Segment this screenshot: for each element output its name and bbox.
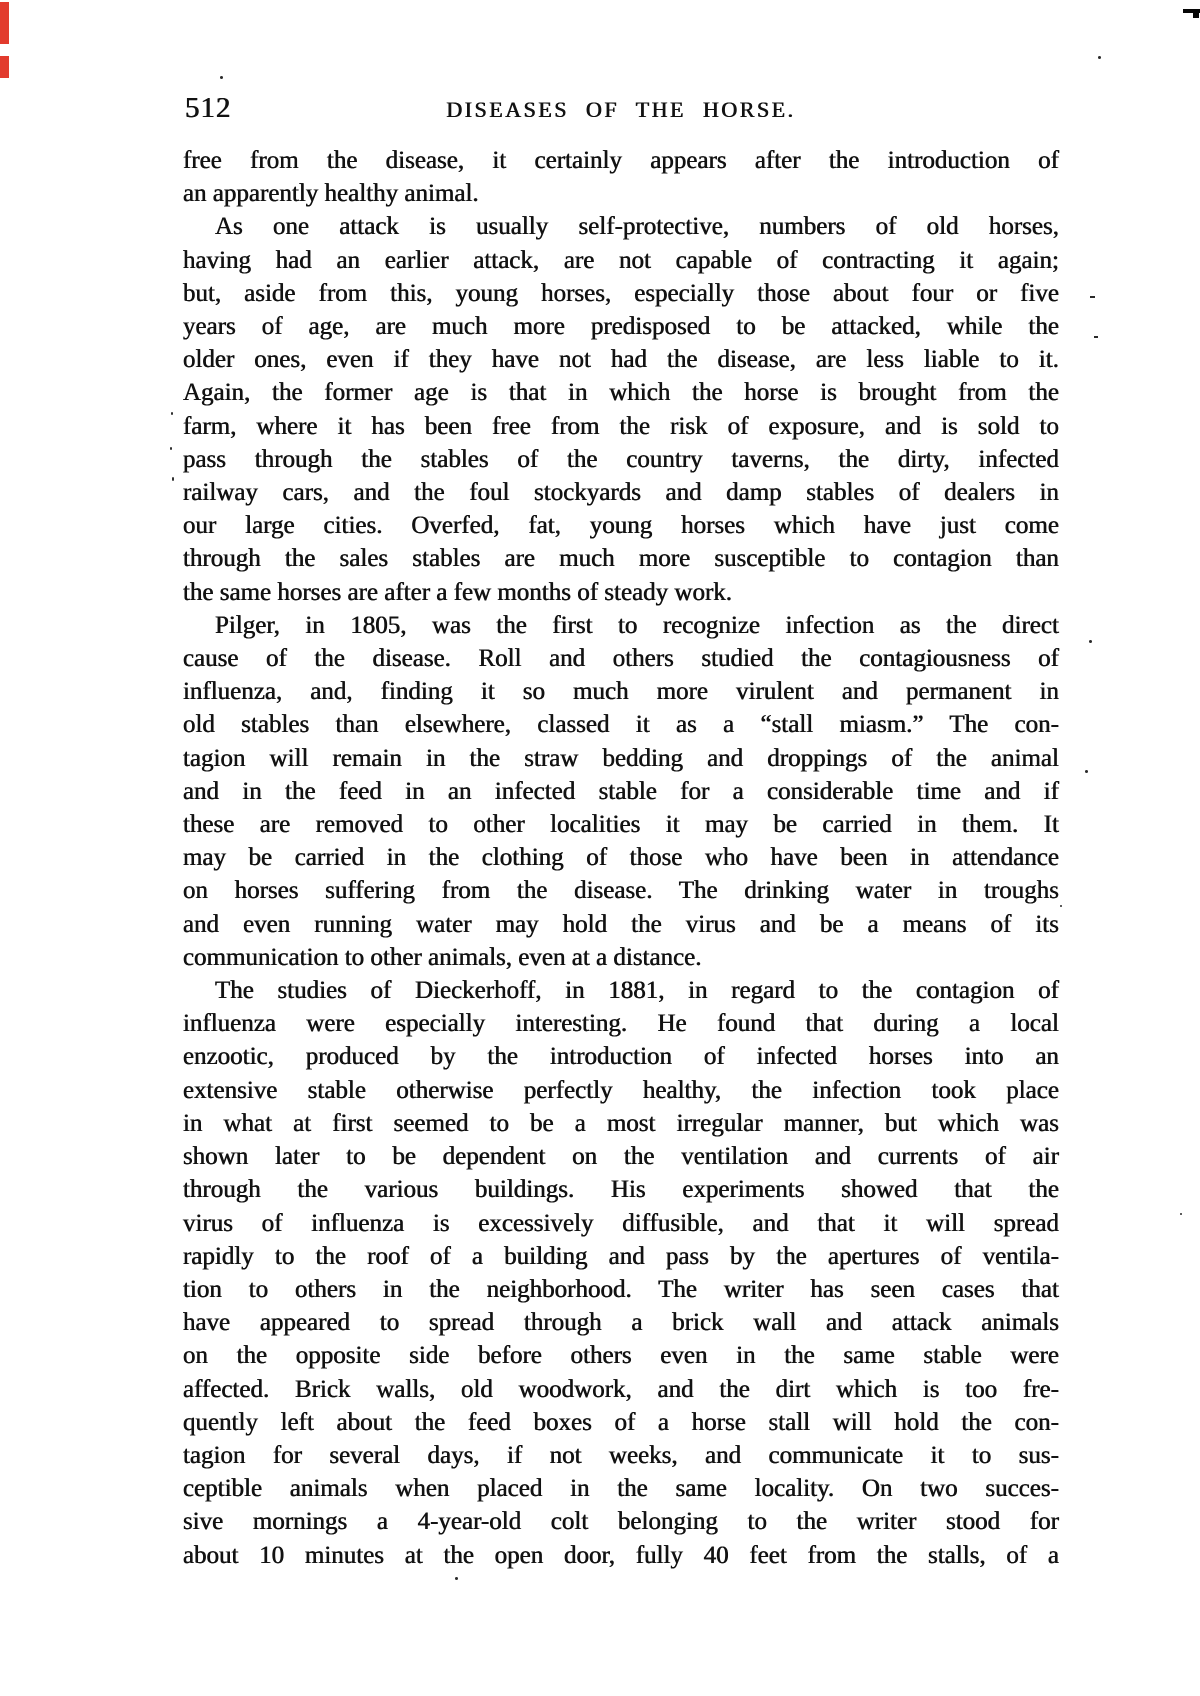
text-line: sive mornings a 4-year-old colt belonging to the writer stood for [183,1508,1059,1536]
text-line: having had an earlier attack, are not capable of contracting it again; [183,246,1059,274]
text-line: Again, the former age is that in which the horse is brought from the [183,379,1059,407]
text-line: older ones, even if they have not had the disease, are less liable to it. [183,346,1059,374]
text-line: influenza were especially interesting. He found that during a local [183,1010,1059,1038]
ink-speck [1180,1213,1182,1215]
text-line: ceptible animals when placed in the same locality. On two succes- [183,1475,1059,1503]
text-line: quently left about the feed boxes of a horse stall will hold the con- [183,1408,1059,1436]
text-line: may be carried in the clothing of those who have been in attendance [183,844,1059,872]
text-line: on the opposite side before others even in the same stable were [183,1342,1059,1370]
text-line: The studies of Dieckerhoff, in 1881, in regard to the contagion of [215,977,1059,1005]
text-line: pass through the stables of the country taverns, the dirty, infected [183,445,1059,473]
text-line: free from the disease, it certainly appears after the introduction of [183,147,1059,174]
ink-speck [170,447,172,450]
text-line: and even running water may hold the virus and be a means of its [183,910,1059,938]
text-line: have appeared to spread through a brick wall and attack animals [183,1309,1059,1337]
corner-ink-mark [1183,9,1200,13]
body-text [183,144,1059,1572]
text-line: but, aside from this, young horses, especially those about four or five [183,279,1059,307]
ink-speck [455,1577,458,1580]
ink-speck [1089,640,1092,643]
text-line: cause of the disease. Roll and others studied the contagiousness of [183,645,1059,673]
page-number: 512 [185,92,232,124]
ink-speck [1094,336,1098,338]
scanner-edge-mark-bottom [0,56,9,78]
text-line: an apparently healthy animal. [183,180,479,208]
text-line: and in the feed in an infected stable for a considerable time and if [183,777,1059,805]
text-line: tagion will remain in the straw bedding and droppings of the animal [183,744,1059,772]
text-line: old stables than elsewhere, classed it as a “stall miasm.” The con- [183,711,1059,739]
text-line: virus of influenza is excessively diffusible, and that it will spread [183,1209,1059,1237]
scanner-edge-mark-top [0,2,9,44]
text-line: these are removed to other localities it may be carried in them. It [183,811,1059,839]
ink-speck [220,76,223,79]
text-line: affected. Brick walls, old woodwork, and the dirt which is too fre- [183,1375,1059,1403]
ink-speck [1085,770,1088,773]
ink-speck [171,412,173,415]
ink-speck [172,477,174,481]
text-line: tion to others in the neighborhood. The writer has seen cases that [183,1275,1059,1303]
text-line: years of age, are much more predisposed to be attacked, while the [183,313,1059,341]
text-line: rapidly to the roof of a building and pass by the apertures of ventila- [183,1242,1059,1270]
text-line: communication to other animals, even at a distance. [183,943,702,971]
ink-speck [1090,296,1095,298]
text-line: railway cars, and the foul stockyards and damp stables of dealers in [183,479,1059,507]
text-line: about 10 minutes at the open door, fully 40 feet from the stalls, of a [183,1541,1059,1569]
text-line: influenza, and, finding it so much more virulent and permanent in [183,678,1059,706]
text-line: through the sales stables are much more susceptible to contagion than [183,545,1059,573]
page-header [183,92,1059,132]
text-line: the same horses are after a few months of steady work. [183,578,733,606]
text-line: tagion for several days, if not weeks, and communicate it to sus- [183,1441,1059,1469]
running-title: DISEASES OF THE HORSE. [446,97,796,122]
text-line: extensive stable otherwise perfectly healthy, the infection took place [183,1076,1059,1104]
text-line: shown later to be dependent on the ventilation and currents of air [183,1143,1059,1171]
text-line: Pilger, in 1805, was the first to recognize infection as the direct [215,611,1059,639]
ink-speck [1060,905,1062,907]
ink-speck [1098,56,1101,59]
text-line: our large cities. Overfed, fat, young horses which have just come [183,512,1059,540]
text-line: in what at first seemed to be a most irregular manner, but which was [183,1109,1059,1137]
text-line: farm, where it has been free from the risk of exposure, and is sold to [183,412,1059,440]
text-line: As one attack is usually self-protective, numbers of old horses, [215,213,1059,241]
text-line: through the various buildings. His experiments showed that the [183,1176,1059,1204]
text-line: enzootic, produced by the introduction of infected horses into an [183,1043,1059,1071]
text-line: on horses suffering from the disease. The drinking water in troughs [183,877,1059,905]
